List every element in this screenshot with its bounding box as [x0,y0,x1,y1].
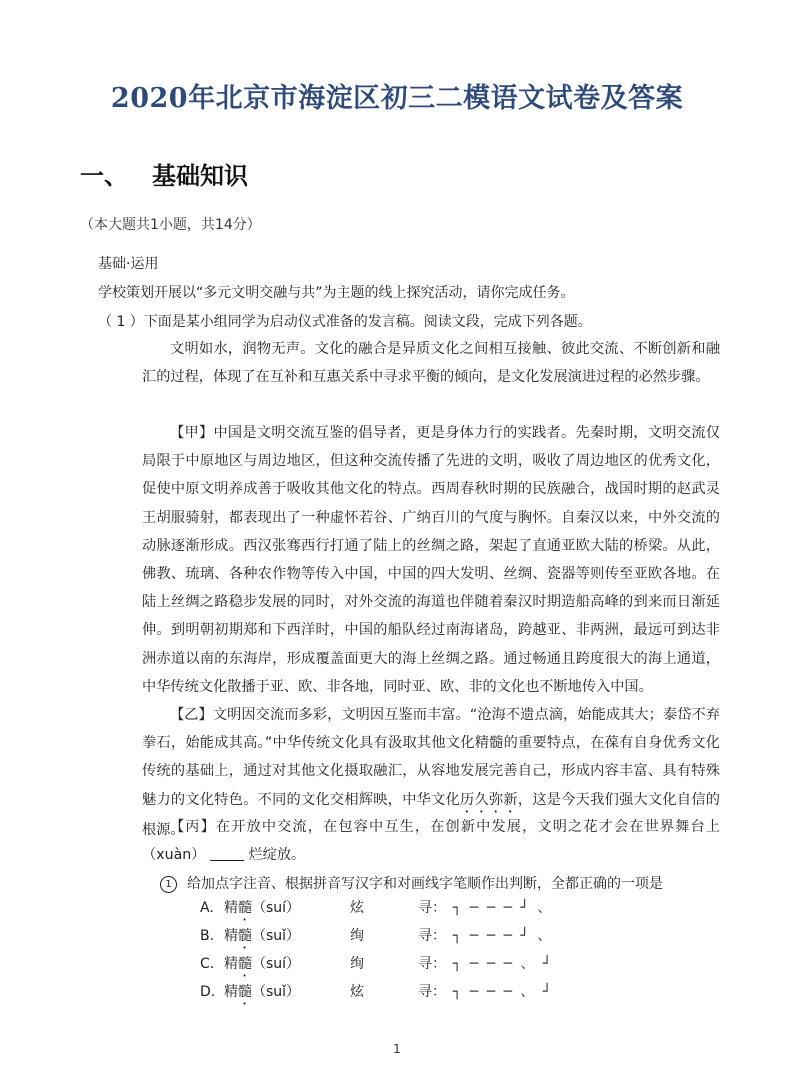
option-word: 精髓（suǐ） [224,928,301,944]
paragraph-yi-text-b: ，这是今天我们强大文化自信的根源。 [142,791,720,838]
fill-blank[interactable] [210,846,244,861]
option-letter: A. [200,900,214,916]
option-letter: D. [200,984,216,1000]
option-xun-label: 寻： [418,984,446,1000]
paragraph-bing-text-b: 烂绽放。 [248,847,306,864]
section-heading [80,156,248,191]
option-char: 炫 [350,900,364,916]
option-strokes: ┐ ─ ─ ─ 、 ┘ [453,984,554,1000]
section-name: 基础知识 [152,162,248,190]
document-title: 2020年北京市海淀区初三二模语文试卷及答案 [110,83,684,114]
subtitle: 基础·运用 [98,256,159,272]
option-char: 绚 [350,956,364,972]
option-strokes: ┐ ─ ─ ─ ┘ 、 [453,900,554,916]
paragraph-yi-text-a: 【乙】文明因交流而多彩，文明因互鉴而丰富。“沧海不遗点滴，始能成其大；泰岱不弃拳石，始能成其高。”中华传统文化具有汲取其他文化精髓的重要特点，在葆有自身优秀文化传统的基础上，通过对其他文化摄取融汇，从容地发展完善自己，形成内容丰富、具有特殊魅力的文化特色。不同的文化交相辉映，中华文化 [142,707,720,808]
dotted-phrase: 历久弥新 [460,791,518,808]
section-number: 一、 [80,162,128,190]
option-xun-label: 寻： [418,928,446,944]
option-char: 炫 [350,984,364,1000]
option-xun-label: 寻： [418,956,446,972]
paragraph-1: 文明如水，润物无声。文化的融合是异质文化之间相互接触、彼此交流、不断创新和融汇的过程，体现了在互补和互惠关系中寻求平衡的倾向，是文化发展演进过程的必然步骤。 [142,341,720,386]
option-word: 精髓（suí） [224,900,301,916]
intro-text: 学校策划开展以“多元文明交融与共”为主题的线上探究活动，请你完成任务。 [98,285,575,301]
option-strokes: ┐ ─ ─ ─ 、 ┘ [453,956,554,972]
paragraph-jia: 【甲】中国是文明交流互鉴的倡导者，更是身体力行的实践者。先秦时期，文明交流仅局限于中原地区与周边地区，但这种交流传播了先进的文明，吸收了周边地区的优秀文化，促使中原文明养成善于吸收其他文化的特点。西周春秋时期的民族融合，战国时期的赵武灵王胡服骑射，都表现出了一种虚怀若谷、广纳百川的气度与胸怀。自秦汉以来，中外交流的动脉逐渐形成。西汉张骞西行打通了陆上的丝绸之路，架起了直通亚欧大陆的桥梁。从此，佛教、琉璃、各种农作物等传入中国，中国的四大发明、丝绸、瓷器等则传至亚欧各地。在陆上丝绸之路稳步发展的同时，对外交流的海道也伴随着秦汉时期造船高峰的到来而日渐延伸。到明朝初期郑和下西洋时，中国的船队经过南海诸岛，跨越亚、非两洲，最远可到达非洲赤道以南的东海岸，形成覆盖面更大的海上丝绸之路。通过畅通且跨度很大的海上通道，中华传统文化散播于亚、欧、非各地，同时亚、欧、非的文化也不断地传入中国。 [142,425,720,695]
option-char: 绚 [350,928,364,944]
question-text: 给加点字注音、根据拼音写汉字和对画线字笔顺作出判断，全都正确的一项是 [187,876,663,892]
option-letter: C. [200,956,215,972]
option-strokes: ┐ ─ ─ ─ ┘ 、 [453,928,554,944]
option-word: 精髓（suǐ） [224,984,301,1000]
question-1 [160,873,663,893]
question-marker: 1 [160,876,177,893]
paragraph-bing-text-a: 【丙】在开放中交流，在包容中互生，在创新中发展，文明之花才会在世界舞台上（xuàn） [142,819,720,864]
page-number: 1 [393,1042,401,1056]
option-word: 精髓（suí） [224,956,301,972]
option-letter: B. [200,928,215,944]
paragraph-bing [142,813,720,869]
score-note: （本大题共1小题，共14分） [80,217,261,233]
option-xun-label: 寻： [418,900,446,916]
task-1-prompt: （ 1 ）下面是某小组同学为启动仪式准备的发言稿。阅读文段，完成下列各题。 [98,314,592,330]
